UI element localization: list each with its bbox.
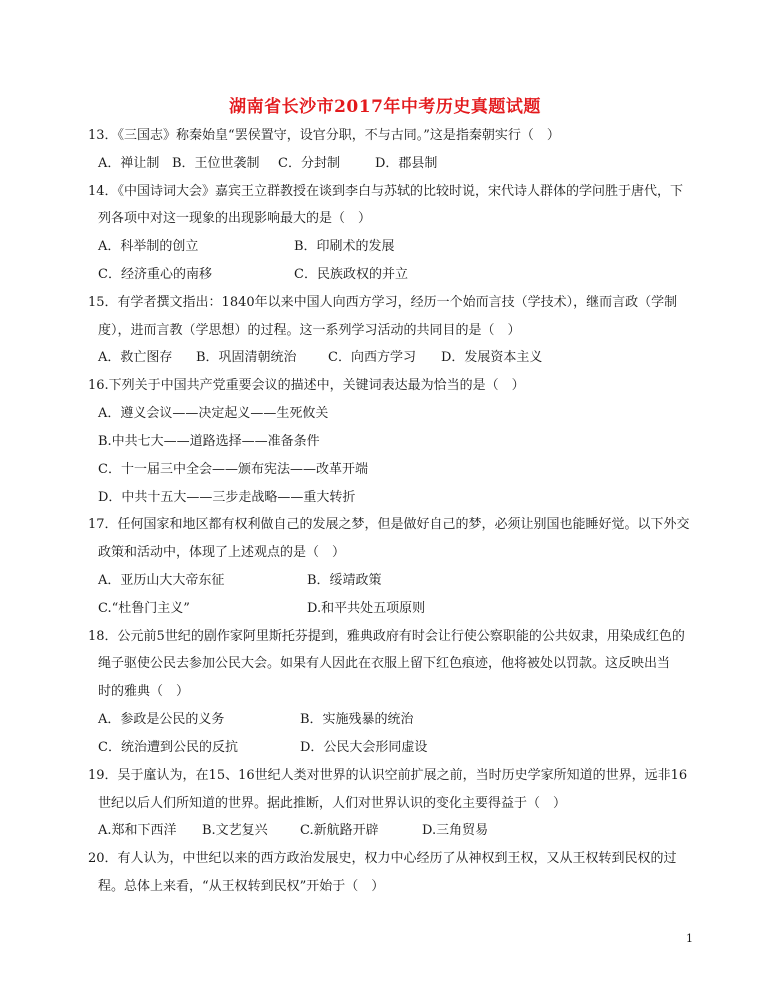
question-18-stem-line-2: 绳子驱使公民去参加公民大会。如果有人因此在衣服上留下红色痕迹，他将被处以罚款。这反映出当 (98, 656, 671, 671)
question-20-stem-line-2: 程。总体上来看，“从王权转到民权”开始于（ ） (98, 879, 385, 894)
question-19-option-c: C.新航路开辟 (300, 823, 379, 838)
question-14-option-b: B．印刷术的发展 (294, 239, 395, 254)
question-16-option-d: D．中共十五大——三步走战略——重大转折 (98, 490, 356, 505)
question-14-option-a: A．科举制的创立 (98, 239, 199, 254)
question-19-option-a: A.郑和下西洋 (98, 823, 177, 838)
page-number: 1 (686, 932, 693, 945)
document-title: 湖南省长沙市2017年中考历史真题试题 (229, 97, 541, 117)
question-13-option-a: A．禅让制 (98, 156, 160, 171)
question-15-option-b: B．巩固清朝统治 (196, 350, 297, 365)
question-15-stem-line-2: 度），进而言教（学思想）的过程。这一系列学习活动的共同目的是（ ） (98, 323, 521, 338)
question-16-option-a: A．遵义会议——决定起义——生死攸关 (98, 406, 329, 421)
question-17-option-b: B．绥靖政策 (307, 573, 382, 588)
question-18-stem-line-1: 18．公元前5世纪的剧作家阿里斯托芬提到，雅典政府有时会让行使公察职能的公共奴隶，用染成红色的 (88, 629, 685, 644)
question-15-stem-line-1: 15．有学者撰文指出：1840年以来中国人向西方学习，经历一个始而言技（学技术），继而言政（学制 (88, 295, 678, 310)
question-13-option-d: D．郡县制 (375, 156, 438, 171)
question-18-option-c: C．统治遭到公民的反抗 (98, 740, 238, 755)
question-20-stem-line-1: 20．有人认为，中世纪以来的西方政治发展史，权力中心经历了从神权到王权，又从王权转到民权的过 (88, 851, 677, 866)
question-17-option-d: D.和平共处五项原则 (307, 601, 426, 616)
question-16-option-b: B.中共七大——道路选择——准备条件 (98, 434, 320, 449)
question-14-stem-line-1: 14．《中国诗词大会》嘉宾王立群教授在谈到李白与苏轼的比较时说，宋代诗人群体的学问胜于唐代，下 (88, 184, 684, 199)
question-16-option-c: C．十一届三中全会——颁布宪法——改革开端 (98, 462, 368, 477)
question-15-option-c: C．向西方学习 (328, 350, 416, 365)
question-19-option-b: B.文艺复兴 (202, 823, 268, 838)
question-19-stem-line-1: 19．吴于廑认为，在15、16世纪人类对世界的认识空前扩展之前，当时历史学家所知道的世界，远非16 (88, 768, 688, 783)
question-19-stem-line-2: 世纪以后人们所知道的世界。据此推断，人们对世界认识的变化主要得益于（ ） (98, 796, 567, 811)
question-14-option-c: C．经济重心的南移 (98, 267, 212, 282)
question-16-stem: 16.下列关于中国共产党重要会议的描述中，关键词表达最为恰当的是（ ） (88, 378, 525, 393)
question-15-option-d: D．发展资本主义 (441, 350, 543, 365)
question-18-option-b: B．实施残暴的统治 (300, 712, 414, 727)
question-17-option-c: C.“杜鲁门主义” (98, 601, 190, 616)
question-18-option-d: D．公民大会形同虚设 (300, 740, 428, 755)
question-19-option-d: D.三角贸易 (422, 823, 489, 838)
question-13-option-c: C．分封制 (278, 156, 340, 171)
question-14-stem-line-2: 列各项中对这一现象的出现影响最大的是（ ） (98, 211, 372, 226)
question-17-stem-line-1: 17．任何国家和地区都有权利做自己的发展之梦，但是做好自己的梦，必须让别国也能睡好觉。以下外交 (88, 517, 690, 532)
question-18-option-a: A．参政是公民的义务 (98, 712, 225, 727)
question-17-option-a: A．亚历山大大帝东征 (98, 573, 225, 588)
question-13-option-b: B．王位世袭制 (172, 156, 260, 171)
question-14-option-c2: C．民族政权的并立 (294, 267, 408, 282)
question-18-stem-line-3: 时的雅典（ ） (98, 684, 190, 699)
question-17-stem-line-2: 政策和活动中，体现了上述观点的是（ ） (98, 545, 346, 560)
question-15-option-a: A．救亡图存 (98, 350, 173, 365)
question-13-stem: 13．《三国志》称秦始皇“罢侯置守，设官分职，不与古同。”这是指秦朝实行（ ） (88, 128, 560, 143)
